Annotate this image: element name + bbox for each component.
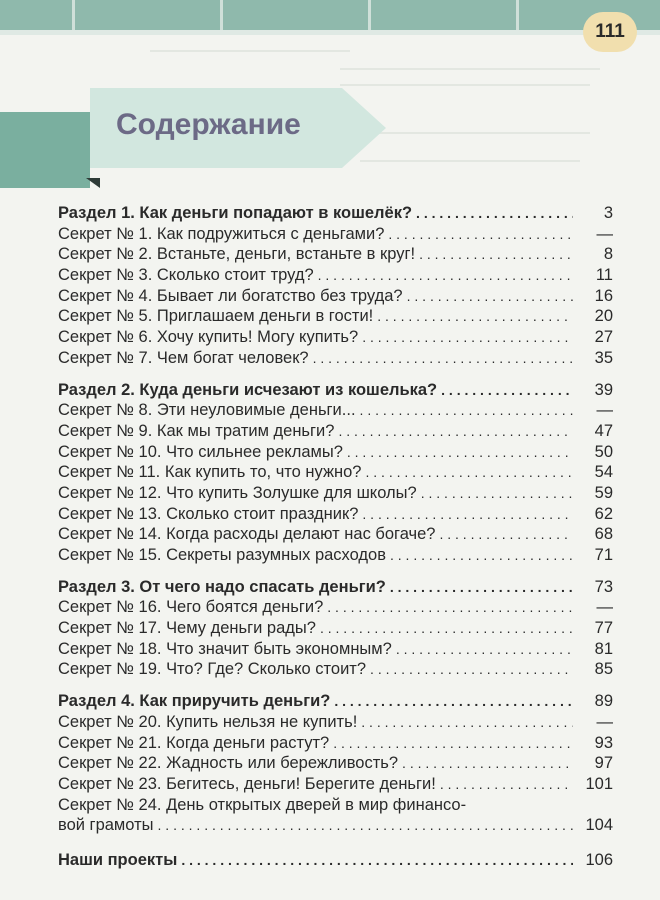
- page-ref: 81: [594, 639, 613, 658]
- page-ref: 35: [594, 348, 613, 367]
- toc-item: [58, 753, 613, 774]
- page-number-badge: 111: [583, 12, 637, 52]
- dot-leader: [318, 265, 573, 286]
- page-ref: 106: [585, 850, 613, 869]
- item-label: Секрет № 12. Что купить Золушке для школы?: [58, 483, 417, 502]
- toc-item: [58, 327, 613, 348]
- toc-item: [58, 504, 613, 525]
- toc-item: [58, 659, 613, 680]
- section-label: Раздел 4. Как приручить деньги?: [58, 692, 331, 711]
- show-through-line: [360, 132, 590, 134]
- toc-item: [58, 224, 613, 245]
- item-label: Секрет № 6. Хочу купить! Могу купить?: [58, 328, 359, 347]
- page-ref: 97: [594, 754, 613, 773]
- toc-projects: [58, 850, 613, 871]
- page-ref: —: [596, 224, 613, 243]
- section-label: Раздел 1. Как деньги попадают в кошелёк?: [58, 204, 413, 222]
- section-label: Раздел 3. От чего надо спасать деньги?: [58, 577, 386, 596]
- toc-item: [58, 618, 613, 639]
- item-label: Секрет № 2. Встаньте, деньги, встаньте в круг!: [58, 245, 416, 264]
- item-label: Секрет № 20. Купить нельзя не купить!: [58, 712, 358, 731]
- dot-leader: [365, 462, 573, 483]
- spacer: [58, 369, 613, 380]
- toc-item: [58, 597, 613, 618]
- item-label: Секрет № 24. День открытых дверей в мир финансо-: [58, 795, 467, 814]
- toc-item: [58, 483, 613, 504]
- toc-item: [58, 774, 613, 795]
- dot-leader: [338, 421, 573, 442]
- band-tick: [72, 0, 75, 30]
- page-ref: —: [596, 712, 613, 731]
- dot-leader: [361, 712, 573, 733]
- page-ref: 20: [594, 307, 613, 326]
- top-rule: [0, 30, 660, 35]
- dot-leader: [158, 815, 573, 836]
- dot-leader: [320, 618, 573, 639]
- dot-leader: [377, 306, 573, 327]
- page-ref: 50: [594, 442, 613, 461]
- show-through-line: [340, 68, 600, 70]
- page-ref: 8: [603, 245, 613, 264]
- band-tick: [220, 0, 223, 30]
- dot-leader: [347, 442, 573, 463]
- page-ref: 62: [594, 504, 613, 523]
- dot-leader: [333, 733, 573, 754]
- page-ref: 16: [594, 286, 613, 305]
- toc-item: [58, 421, 613, 442]
- page-title: Содержание: [116, 108, 301, 141]
- item-label: Секрет № 11. Как купить то, что нужно?: [58, 463, 362, 482]
- item-label: Секрет № 13. Сколько стоит праздник?: [58, 504, 359, 523]
- dot-leader: [441, 380, 573, 401]
- show-through-line: [360, 160, 580, 162]
- toc-section-4: [58, 691, 613, 712]
- toc-item: [58, 244, 613, 265]
- page-ref: 39: [594, 380, 613, 399]
- page-ref: 104: [585, 816, 613, 835]
- toc-item: [58, 524, 613, 545]
- page-ref: 77: [594, 619, 613, 638]
- page-ref: 89: [594, 692, 613, 711]
- spacer: [58, 680, 613, 691]
- toc-item: [58, 348, 613, 369]
- item-label: Секрет № 22. Жадность или бережливость?: [58, 754, 399, 773]
- toc-item: [58, 265, 613, 286]
- toc-item-wrapped-line2: [58, 815, 613, 836]
- toc-item: [58, 306, 613, 327]
- toc-section-2: [58, 380, 613, 401]
- page-ref: —: [596, 598, 613, 617]
- projects-label: Наши проекты: [58, 850, 178, 869]
- dot-leader: [419, 244, 573, 265]
- toc-item: [58, 712, 613, 733]
- title-banner: [90, 88, 342, 168]
- toc-item: [58, 400, 613, 421]
- item-label: Секрет № 1. Как подружиться с деньгами?: [58, 224, 385, 243]
- section-label: Раздел 2. Куда деньги исчезают из кошелька?: [58, 380, 438, 399]
- page-ref: 47: [594, 421, 613, 440]
- item-label: Секрет № 14. Когда расходы делают нас богаче?: [58, 525, 436, 544]
- show-through-line: [340, 84, 590, 86]
- item-label: Секрет № 5. Приглашаем деньги в гости!: [58, 307, 374, 326]
- dot-leader: [360, 400, 573, 421]
- toc-item: [58, 733, 613, 754]
- dot-leader: [334, 691, 573, 712]
- page-ref: 11: [595, 266, 613, 285]
- ribbon-fold: [86, 178, 100, 188]
- toc-section-3: [58, 577, 613, 598]
- dot-leader: [362, 327, 573, 348]
- dot-leader: [396, 639, 573, 660]
- page-ref: 73: [594, 577, 613, 596]
- page-ref: 59: [594, 483, 613, 502]
- title-ribbon-tab: [0, 112, 90, 188]
- item-label: Секрет № 10. Что сильнее рекламы?: [58, 442, 343, 461]
- dot-leader: [421, 483, 573, 504]
- dot-leader: [388, 224, 573, 245]
- toc-item: [58, 442, 613, 463]
- dot-leader: [407, 286, 573, 307]
- table-of-contents: [58, 203, 613, 871]
- top-color-band: [0, 0, 660, 30]
- page-ref: 54: [594, 463, 613, 482]
- item-label: Секрет № 23. Бегитесь, деньги! Берегите деньги!: [58, 774, 436, 793]
- page-ref: 85: [594, 660, 613, 679]
- item-label: Секрет № 19. Что? Где? Сколько стоит?: [58, 660, 367, 679]
- toc-section-1: [58, 203, 613, 224]
- page-ref: 71: [594, 546, 613, 564]
- item-label: вой грамоты: [58, 816, 154, 835]
- page-ref: 101: [585, 774, 613, 793]
- page-ref: 3: [603, 204, 613, 222]
- band-tick: [516, 0, 519, 30]
- dot-leader: [327, 597, 573, 618]
- toc-item: [58, 286, 613, 307]
- item-label: Секрет № 16. Чего боятся деньги?: [58, 598, 324, 617]
- item-label: Секрет № 8. Эти неуловимые деньги...: [58, 401, 356, 420]
- item-label: Секрет № 9. Как мы тратим деньги?: [58, 421, 335, 440]
- band-tick: [368, 0, 371, 30]
- item-label: Секрет № 18. Что значит быть экономным?: [58, 639, 392, 658]
- dot-leader: [402, 753, 573, 774]
- item-label: Секрет № 7. Чем богат человек?: [58, 348, 309, 367]
- dot-leader: [440, 774, 573, 795]
- dot-leader: [313, 348, 573, 369]
- toc-item-wrapped-line1: [58, 795, 613, 816]
- toc-item: [58, 462, 613, 483]
- page-ref: 68: [594, 525, 613, 544]
- item-label: Секрет № 4. Бывает ли богатство без труда?: [58, 286, 403, 305]
- spacer: [58, 836, 613, 850]
- item-label: Секрет № 3. Сколько стоит труд?: [58, 266, 314, 285]
- dot-leader: [181, 850, 573, 871]
- dot-leader: [416, 203, 573, 224]
- dot-leader: [390, 545, 573, 566]
- dot-leader: [439, 524, 573, 545]
- page-ref: —: [596, 401, 613, 420]
- item-label: Секрет № 15. Секреты разумных расходов: [58, 546, 386, 564]
- toc-item: [58, 545, 613, 566]
- item-label: Секрет № 17. Чему деньги рады?: [58, 619, 316, 638]
- show-through-line: [150, 50, 350, 52]
- dot-leader: [370, 659, 573, 680]
- spacer: [58, 566, 613, 577]
- page-ref: 93: [594, 733, 613, 752]
- item-label: Секрет № 21. Когда деньги растут?: [58, 733, 330, 752]
- page-ref: 27: [594, 328, 613, 347]
- dot-leader: [362, 504, 573, 525]
- dot-leader: [390, 577, 573, 598]
- toc-item: [58, 639, 613, 660]
